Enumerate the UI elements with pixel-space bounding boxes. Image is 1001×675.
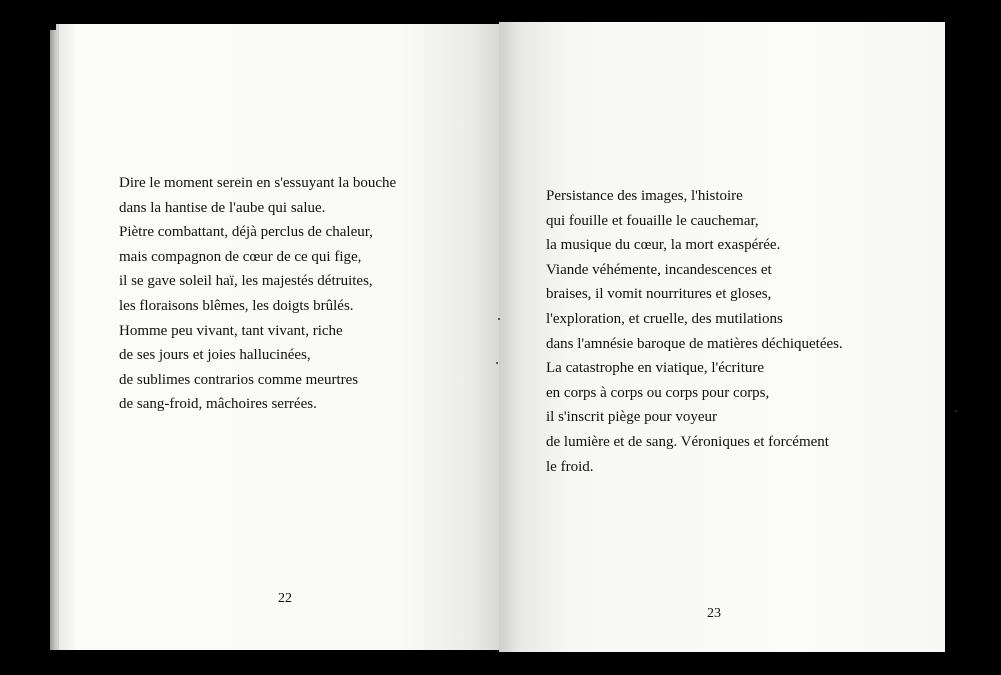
poem-line: qui fouille et fouaille le cauchemar,	[546, 212, 759, 229]
poem-line: dans la hantise de l'aube qui salue.	[119, 199, 326, 216]
page-number-right: 23	[707, 606, 721, 621]
right-poem	[546, 184, 843, 479]
poem-line: de ses jours et joies hallucinées,	[119, 347, 311, 364]
right-page	[499, 22, 945, 652]
dust-speck	[955, 410, 957, 412]
poem-line: Piètre combattant, déjà perclus de chaleur,	[119, 224, 373, 241]
poem-line: de sublimes contrarios comme meurtres	[119, 371, 359, 388]
poem-line: il se gave soleil haï, les majestés détruites,	[119, 273, 373, 290]
page-number-left: 22	[278, 591, 292, 606]
poem-line: de sang-froid, mâchoires serrées.	[119, 396, 317, 413]
poem-line: le froid.	[546, 458, 594, 475]
poem-line: La catastrophe en viatique, l'écriture	[546, 360, 765, 377]
left-poem	[119, 171, 396, 417]
poem-line: mais compagnon de cœur de ce qui fige,	[119, 248, 362, 265]
poem-line: Homme peu vivant, tant vivant, riche	[119, 322, 343, 339]
poem-line: dans l'amnésie baroque de matières déchiquetées.	[546, 335, 843, 352]
dust-speck	[498, 318, 500, 320]
poem-line: de lumière et de sang. Véroniques et forcément	[546, 433, 829, 450]
poem-line: il s'inscrit piège pour voyeur	[546, 409, 717, 426]
poem-line: Viande véhémente, incandescences et	[546, 261, 772, 278]
poem-line: les floraisons blêmes, les doigts brûlés.	[119, 297, 354, 314]
left-page	[56, 24, 502, 650]
poem-line: en corps à corps ou corps pour corps,	[546, 384, 770, 401]
poem-line: Persistance des images, l'histoire	[546, 188, 743, 204]
dust-speck	[496, 362, 498, 364]
poem-line: l'exploration, et cruelle, des mutilations	[546, 310, 783, 327]
poem-line: la musique du cœur, la mort exaspérée.	[546, 237, 781, 254]
poem-line: Dire le moment serein en s'essuyant la bouche	[119, 175, 397, 191]
poem-line: braises, il vomit nourritures et gloses,	[546, 286, 772, 303]
